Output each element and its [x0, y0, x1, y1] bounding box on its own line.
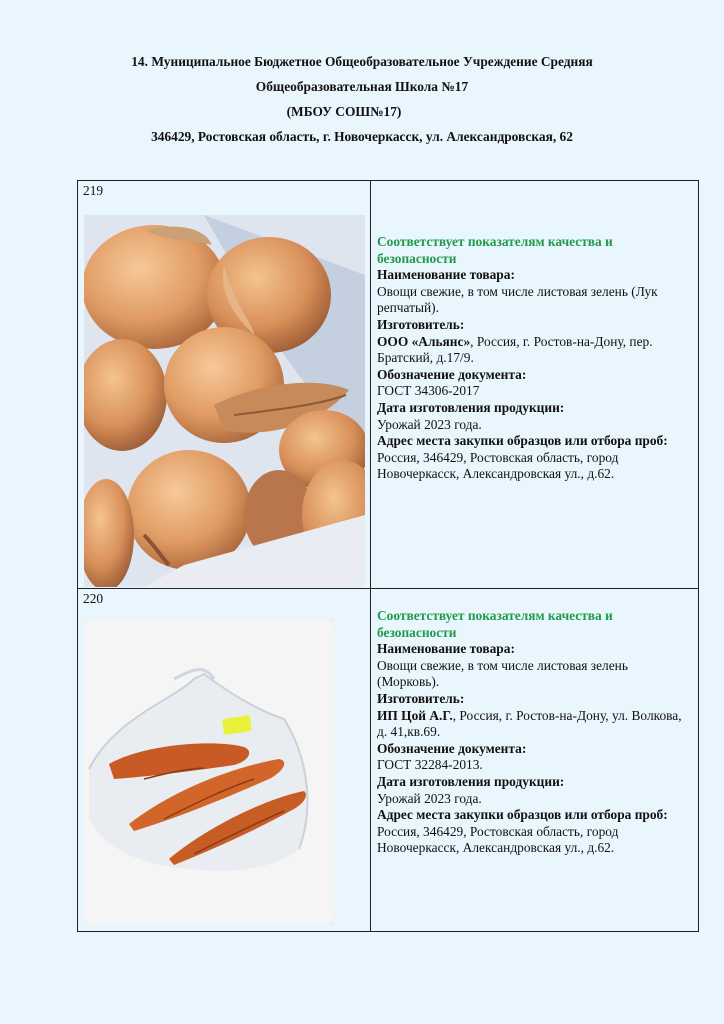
item-number: 219	[83, 183, 104, 198]
maker-address: , Россия, г. Ростов-на-Дону, пер. Братский, д.17/9.	[377, 333, 653, 366]
school-abbreviation: (МБОУ СОШ№17)	[286, 104, 402, 119]
name-label: Наименование товара:	[377, 641, 515, 657]
photo-cell	[78, 181, 371, 589]
table-row	[78, 589, 699, 932]
info-cell	[371, 181, 699, 589]
school-address: 346429, Ростовская область, г. Новочеркасск, ул. Александровская, 62	[151, 129, 573, 144]
name-label: Наименование товара:	[377, 267, 515, 283]
place-value: Россия, 346429, Ростовская область, город Новочеркасск, Александровская ул., д.62.	[377, 449, 619, 482]
samples-table	[77, 180, 699, 932]
date-label: Дата изготовления продукции:	[377, 399, 565, 415]
maker-name: ИП Цой А.Г.	[377, 707, 453, 723]
photo-cell	[78, 589, 371, 932]
item-number: 220	[83, 591, 104, 606]
name-value: Овощи свежие, в том числе листовая зелень (Морковь).	[377, 657, 628, 690]
item-info	[377, 608, 692, 857]
date-label: Дата изготовления продукции:	[377, 773, 565, 789]
place-label: Адрес места закупки образцов или отбора проб:	[377, 433, 668, 449]
name-value: Овощи свежие, в том числе листовая зелень (Лук репчатый).	[377, 283, 658, 316]
maker-label: Изготовитель:	[377, 316, 465, 332]
table-row	[78, 181, 699, 589]
school-name-line-1: 14. Муниципальное Бюджетное Общеобразовательное Учреждение Средняя	[131, 54, 593, 69]
quality-status: Соответствует показателям качества и безопасности	[377, 234, 613, 266]
date-value: Урожай 2023 года.	[377, 416, 482, 432]
date-value: Урожай 2023 года.	[377, 790, 482, 806]
document-value: ГОСТ 32284-2013.	[377, 757, 483, 773]
document-value: ГОСТ 34306-2017	[377, 383, 480, 399]
info-cell	[371, 589, 699, 932]
school-name-line-2: Общеобразовательная Школа №17	[255, 79, 469, 94]
place-value: Россия, 346429, Ростовская область, город Новочеркасск, Александровская ул., д.62.	[377, 823, 619, 856]
maker-label: Изготовитель:	[377, 690, 465, 706]
quality-status: Соответствует показателям качества и безопасности	[377, 608, 613, 640]
document-label: Обозначение документа:	[377, 366, 527, 382]
item-info	[377, 234, 692, 483]
onions-photo	[84, 215, 365, 587]
place-label: Адрес места закупки образцов или отбора проб:	[377, 807, 668, 823]
carrots-photo	[84, 619, 334, 925]
maker-name: ООО «Альянс»	[377, 333, 471, 349]
maker-address: , Россия, г. Ростов-на-Дону, ул. Волкова, д. 41,кв.69.	[377, 707, 682, 740]
document-label: Обозначение документа:	[377, 740, 527, 756]
